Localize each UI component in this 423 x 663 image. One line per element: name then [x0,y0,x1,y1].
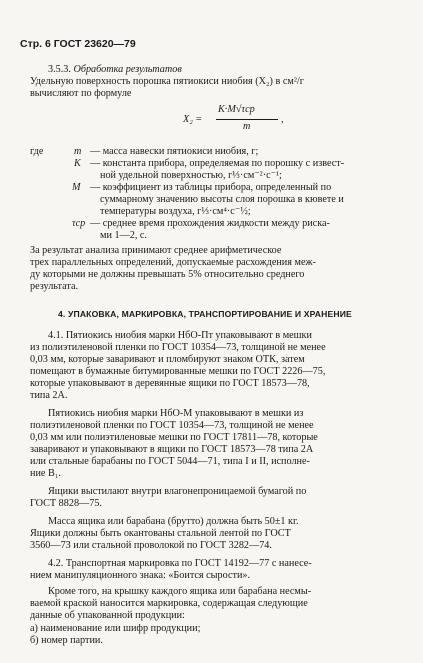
text-line: данные об упакованной продукции: [30,610,185,621]
text-line: из полиэтиленовой пленки по ГОСТ 10354—73, толщиной не менее [30,342,326,353]
legend-text: суммарному значению высоты слоя порошка в кювете и [100,194,344,205]
text-line: или стальные барабаны по ГОСТ 5044—71, типа I и II, исполне- [30,456,310,467]
legend-symbol: K [74,158,81,169]
text-line: типа 2А. [30,390,68,401]
text-line: 4.2. Транспортная маркировка по ГОСТ 14192—77 с нанесе- [48,558,312,569]
text-line: 3560—73 или стальной проволокой по ГОСТ 3282—74. [30,540,272,551]
text-line: Ящики выстилают внутри влагонепроницаемой бумагой по [48,486,307,497]
text-line: нием манипуляционного знака: «Боится сырости». [30,570,251,581]
text-line: результата. [30,281,79,292]
text-line: 0,03 мм или полиэтиленовые мешки по ГОСТ 17811—78, которые [30,432,318,443]
text-line: За результат анализа принимают среднее арифметическое [30,245,282,256]
list-item: а) наименование или шифр продукции; [30,623,201,634]
subsection-heading [48,64,182,75]
formula [0,104,423,138]
formula-lhs: X₂ = [183,114,203,125]
text-line: трех параллельных определений, допускаемые расхождения меж- [30,257,316,268]
text-line: 0,03 мм, которые заваривают и пломбируют знаком ОТК, затем [30,354,305,365]
legend-text: ми 1—2, с. [100,230,147,241]
legend-text: температуры воздуха, г⅓·см⁴·с⁻½; [100,206,251,217]
text-line: полиэтиленовой пленки по ГОСТ 10354—73, толщиной не менее [30,420,314,431]
text-line: Пятиокись ниобия марки НбО-М упаковывают в мешки из [48,408,304,419]
where-label: где [30,146,44,157]
text-line: Ящики должны быть окантованы стальной лентой по ГОСТ [30,528,291,539]
subsection-number: 3.5.3. [48,64,71,75]
intro-line: Удельную поверхность порошка пятиокиси ниобия (X₂) в см²/г [30,76,304,87]
formula-denominator: m [243,121,251,132]
text-line: ние B₁. [30,468,61,479]
text-line: Масса ящика или барабана (брутто) должна быть 50±1 кг. [48,516,299,527]
legend-text: — коэффициент из таблицы прибора, определенный по [90,182,332,193]
text-line: помещают в бумажные битумированные мешки по ГОСТ 2226—75, [30,366,326,377]
section-body [30,330,410,655]
subsection-title: Обработка результатов [73,64,182,75]
text-line: ваемой краской наносится маркировка, содержащая следующие [30,598,308,609]
legend-text: ной удельной поверхностью, г⅓·см⁻²·с⁻¹; [100,170,282,181]
text-line: которые упаковывают в деревянные ящики по ГОСТ 18573—78, [30,378,310,389]
intro-line: вычисляют по формуле [30,88,132,99]
list-item: б) номер партии. [30,635,103,646]
legend-symbol: m [74,146,82,157]
legend-symbol: τср [72,218,86,229]
formula-trail: , [281,114,284,125]
text-line: Кроме того, на крышку каждого ящика или барабана несмы- [48,586,312,597]
legend-text: — масса навески пятиокиси ниобия, г; [90,146,259,157]
section-heading: 4. УПАКОВКА, МАРКИРОВКА, ТРАНСПОРТИРОВАНИЕ И ХРАНЕНИЕ [58,309,352,319]
formula-numerator: K·M√τср [218,104,255,115]
result-paragraph [30,245,402,295]
legend-text: — среднее время прохождения жидкости между риска- [90,218,330,229]
legend-symbol: M [72,182,81,193]
page-header: Стр. 6 ГОСТ 23620—79 [20,38,136,50]
legend-text: — константа прибора, определяемая по порошку с извест- [90,158,345,169]
text-line: ду которыми не должны превышать 5% относительно среднего [30,269,305,280]
text-line: 4.1. Пятиокись ниобия марки НбО-Пт упаковывают в мешки [48,330,312,341]
text-line: заваривают и упаковывают в ящики по ГОСТ 18573—78 типа 2А [30,444,314,455]
text-line: ГОСТ 8828—75. [30,498,102,509]
fraction-bar [216,119,278,120]
